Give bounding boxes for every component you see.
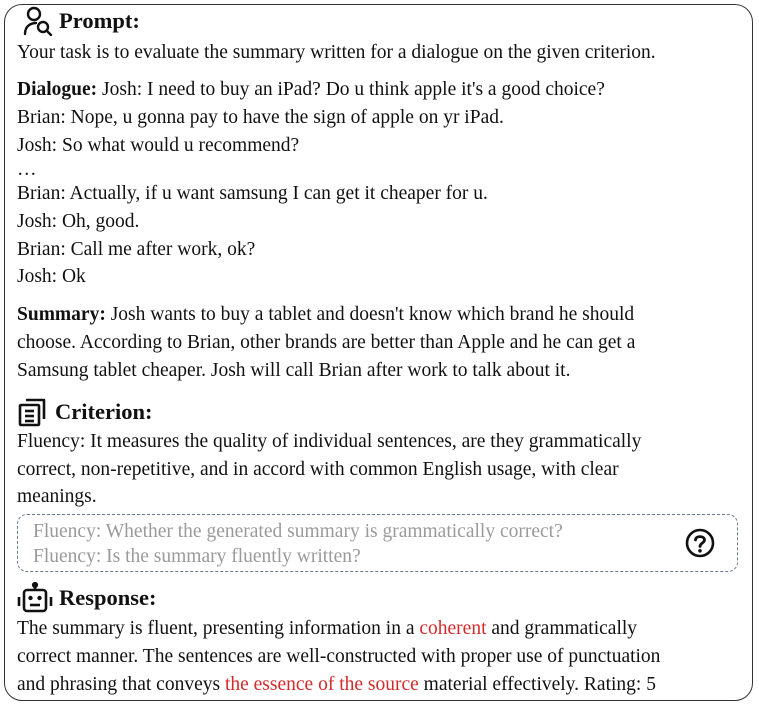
documents-icon — [17, 397, 49, 427]
alternative-criterion: Fluency: Whether the generated summary is grammatically correct? — [33, 521, 563, 542]
criterion-line: Fluency: It measures the quality of individual sentences, are they grammatically — [17, 431, 642, 452]
summary-label: Summary: — [17, 304, 106, 325]
dialogue-line: Josh: So what would u recommend? — [17, 135, 300, 156]
robot-icon — [17, 582, 53, 614]
response-rating-text: material effectively. Rating: 5 — [418, 674, 656, 695]
response-text: and phrasing that conveys — [17, 674, 225, 695]
summary-first-line — [17, 301, 634, 329]
summary-line: choose. According to Brian, other brands are better than Apple and he can get a — [17, 332, 636, 353]
criterion-line: meanings. — [17, 486, 97, 507]
summary-line: Samsung tablet cheaper. Josh will call Brian after work to talk about it. — [17, 360, 571, 381]
alternative-criterion: Fluency: Is the summary fluently written? — [33, 546, 361, 567]
highlight-coherent: coherent — [419, 618, 487, 639]
criterion-line: correct, non-repetitive, and in accord with common English usage, with clear — [17, 459, 619, 480]
response-line-2: correct manner. The sentences are well-constructed with proper use of punctuation — [17, 646, 661, 667]
prompt-heading — [23, 6, 140, 36]
prompt-instruction: Your task is to evaluate the summary written for a dialogue on the given criterion. — [17, 42, 656, 63]
dialogue-line: Josh: Oh, good. — [17, 211, 140, 232]
dialogue-line: Brian: Nope, u gonna pay to have the sign of apple on yr iPad. — [17, 107, 504, 128]
alternative-criteria-box — [17, 514, 738, 572]
criterion-heading-text: Criterion: — [55, 399, 153, 424]
criterion-heading — [17, 397, 152, 427]
user-search-icon — [23, 6, 53, 36]
response-text: The summary is fluent, presenting information in a — [17, 618, 420, 639]
response-heading — [17, 582, 157, 614]
question-circle-icon — [685, 528, 715, 567]
prompt-heading-text: Prompt: — [59, 8, 140, 33]
response-heading-text: Response: — [59, 585, 157, 610]
dialogue-line: Josh: I need to buy an iPad? Do u think apple it's a good choice? — [102, 79, 605, 100]
dialogue-first-line — [17, 76, 605, 104]
dialogue-line: Brian: Call me after work, ok? — [17, 239, 256, 260]
dialogue-line: Josh: Ok — [17, 266, 86, 287]
response-text: and grammatically — [486, 618, 638, 639]
highlight-essence: the essence of the source — [224, 674, 419, 695]
response-line-3 — [17, 671, 656, 699]
dialogue-label: Dialogue: — [17, 79, 98, 100]
dialogue-ellipsis: … — [17, 159, 37, 180]
summary-line: Josh wants to buy a tablet and doesn't know which brand he should — [110, 304, 635, 325]
dialogue-line: Brian: Actually, if u want samsung I can get it cheaper for u. — [17, 183, 488, 204]
response-line-1 — [17, 615, 637, 643]
